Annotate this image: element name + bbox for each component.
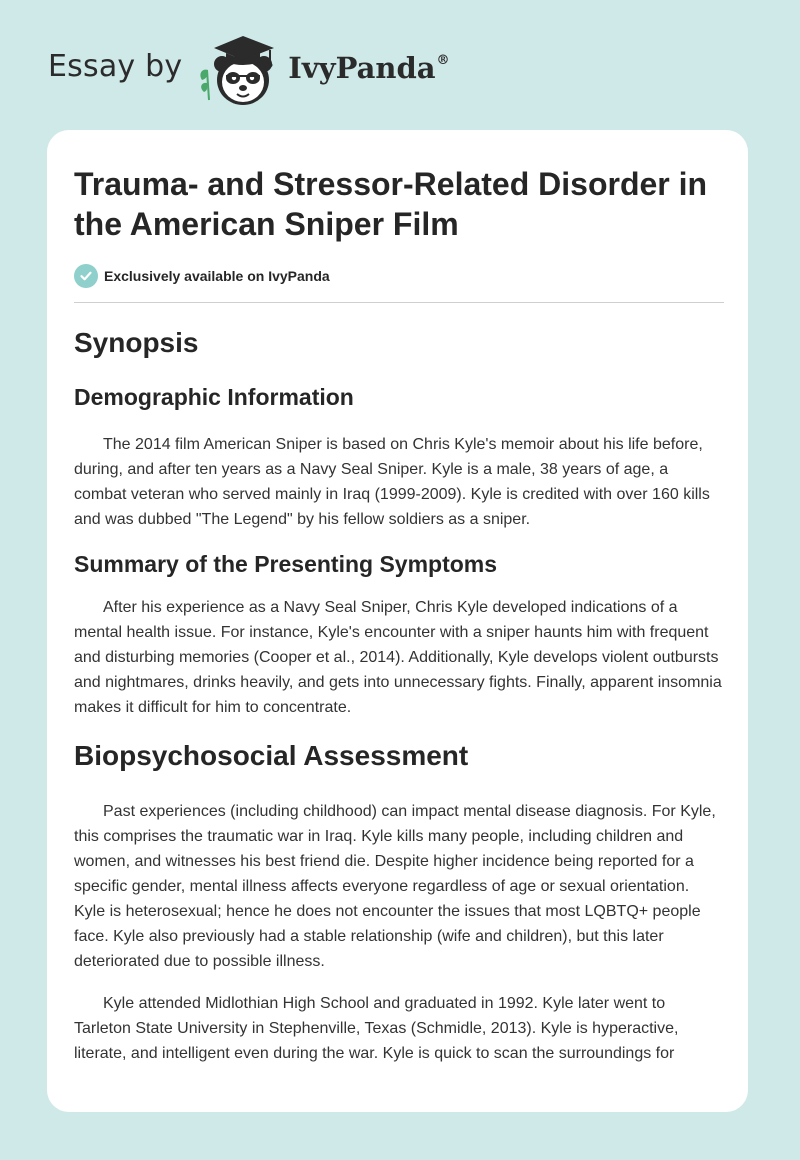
panda-logo-icon[interactable] bbox=[196, 30, 282, 110]
exclusive-badge bbox=[74, 263, 724, 289]
paragraph-symptoms: After his experience as a Navy Seal Sniper, Chris Kyle developed indications of a mental health issue. For instance, Kyle's encounter with a sniper haunts him with frequent and disturbing memories (Cooper et al., 2014). Additionally, Kyle develops violent outbursts and nightmares, drinks heavily, and gets into unnecessary fights. Finally, apparent insomnia makes it difficult for him to concentrate. bbox=[74, 599, 722, 716]
heading-symptoms: Summary of the Presenting Symptoms bbox=[74, 551, 498, 577]
paragraph-bio-1: Past experiences (including childhood) can impact mental disease diagnosis. For Kyle, this comprises the traumatic war in Iraq. Kyle kills many people, including children and women, and witnesses his best friend die. Despite higher incidence being reported for a specific gender, mental illness affects everyone regardless of age or sexual orientation. Kyle is heterosexual; hence he does not encounter the issues that most LQBTQ+ people face. Kyle also previously had a stable relationship (wife and children), but this later deteriorated due to possible illness. bbox=[74, 803, 716, 970]
heading-synopsis: Synopsis bbox=[74, 327, 199, 358]
registered-mark: ® bbox=[436, 53, 450, 68]
exclusive-label: Exclusively available on IvyPanda bbox=[104, 268, 330, 284]
paragraph-bio-2: Kyle attended Midlothian High School and graduated in 1992. Kyle later went to Tarleton State University in Stephenville, Texas (Schmidle, 2013). Kyle is hyperactive, literate, and intelligent even during the war. Kyle is quick to scan the surroundings for bbox=[74, 995, 679, 1062]
paragraph-demographic: The 2014 film American Sniper is based on Chris Kyle's memoir about his life before, during, and after ten years as a Navy Seal Sniper. Kyle is a male, 38 years of age, a combat veteran who served mainly in Iraq (1999-2009). Kyle is credited with over 160 kills and was dubbed "The Legend" by his fellow soldiers as a sniper. bbox=[74, 436, 710, 528]
brand-name[interactable] bbox=[288, 51, 449, 85]
heading-demographic: Demographic Information bbox=[74, 384, 354, 410]
title-divider bbox=[74, 302, 724, 303]
check-icon bbox=[74, 264, 98, 288]
article-content bbox=[74, 164, 724, 1066]
article-title: Trauma- and Stressor-Related Disorder in the American Sniper Film bbox=[74, 166, 708, 242]
site-header bbox=[48, 30, 450, 110]
article-card bbox=[47, 130, 748, 1112]
brand-text: IvyPanda bbox=[288, 51, 436, 85]
heading-biopsychosocial: Biopsychosocial Assessment bbox=[74, 740, 469, 771]
essay-by-label: Essay by bbox=[48, 48, 183, 84]
